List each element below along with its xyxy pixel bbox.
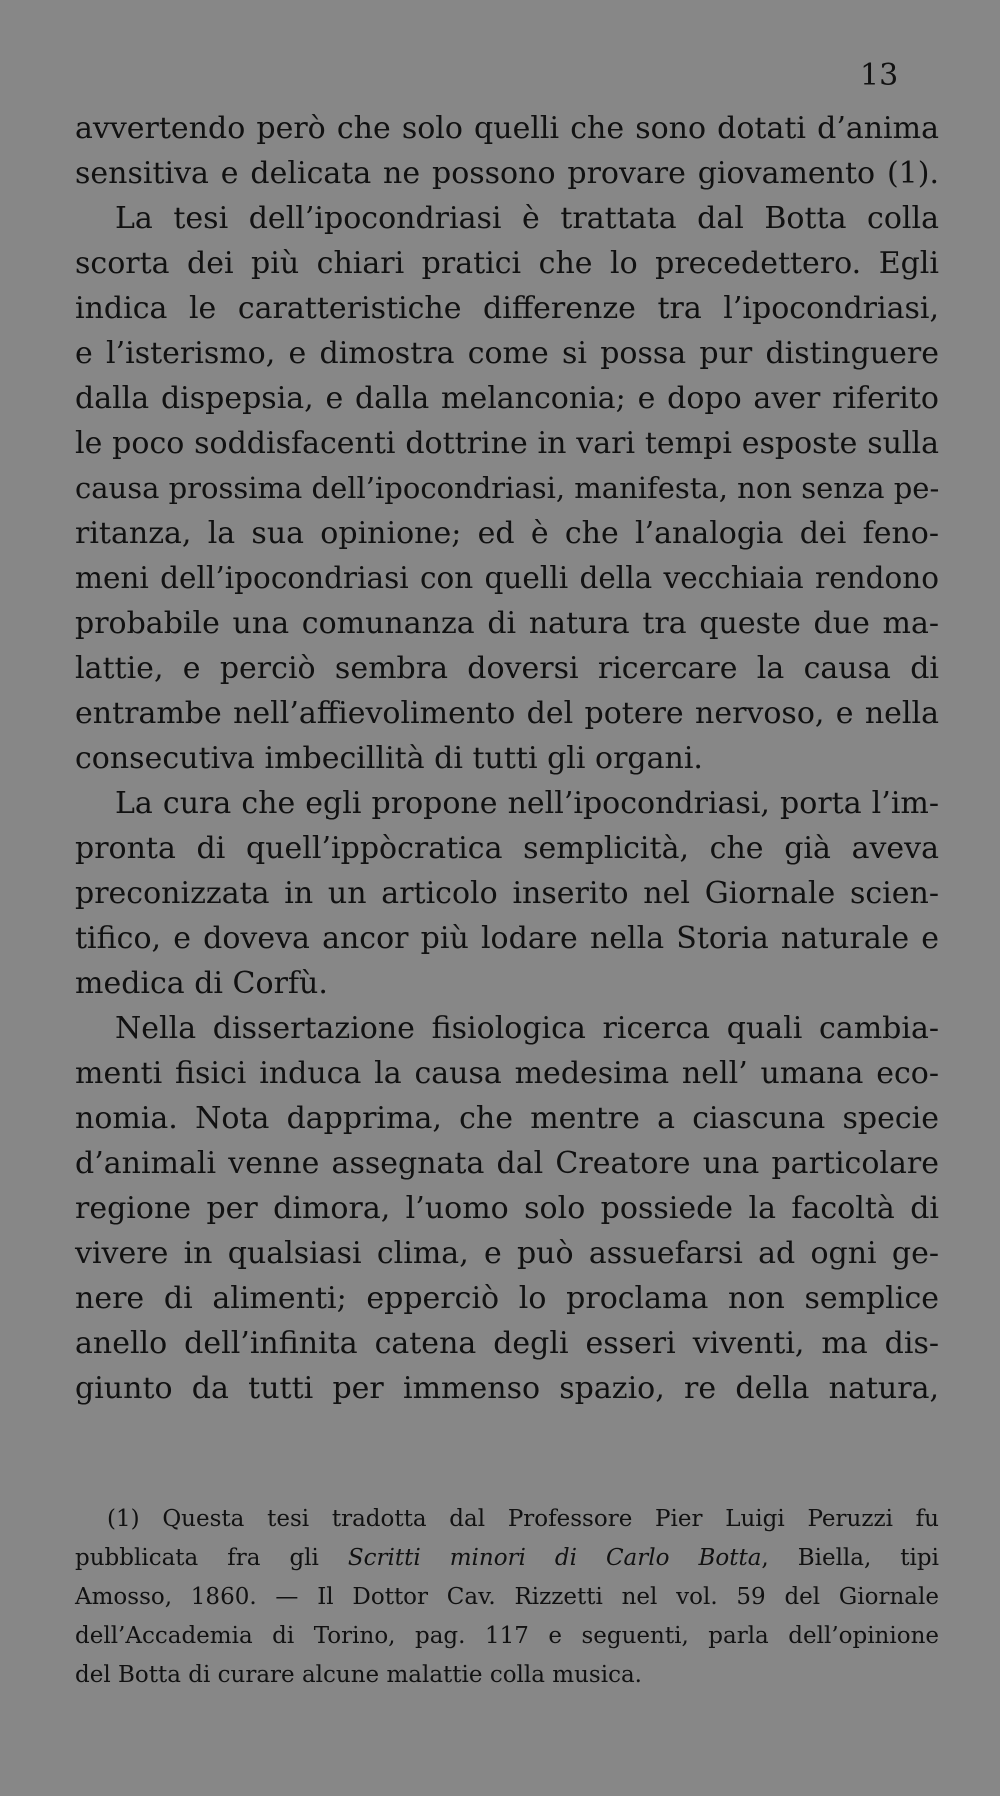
body-line: nere di alimenti; epperciò lo proclama non semplice [75,1281,939,1316]
footnote-book-title: Scritti minori di Carlo Botta [347,1545,762,1571]
footnote-line: dell’Accademia di Torino, pag. 117 e seguenti, parla dell’opinione [75,1623,939,1649]
body-line: La cura che egli propone nell’ipocondriasi, porta l’im- [115,786,939,821]
footnote-line: Amosso, 1860. — Il Dottor Cav. Rizzetti nel vol. 59 del Giornale [75,1584,939,1610]
footnote [75,1500,939,1695]
body-line: scorta dei più chiari pratici che lo precedettero. Egli [75,246,939,281]
page-number: 13 [860,58,899,93]
body-line: medica di Corfù. [75,966,328,1001]
body-line: probabile una comunanza di natura tra queste due ma- [75,606,939,641]
body-line: menti fisici induca la causa medesima nell’ umana eco- [75,1056,939,1091]
body-line: anello dell’infinita catena degli esseri viventi, ma dis- [75,1326,939,1361]
body-line: e l’isterismo, e dimostra come si possa pur distinguere [75,336,939,371]
footnote-line: del Botta di curare alcune malattie colla musica. [75,1662,642,1688]
body-line: Nella dissertazione fisiologica ricerca quali cambia- [115,1011,939,1046]
footnote-line: (1) Questa tesi tradotta dal Professore Pier Luigi Peruzzi fu [107,1506,939,1532]
body-line: pronta di quell’ippòcratica semplicità, che già aveva [75,831,939,866]
body-line: tifico, e doveva ancor più lodare nella Storia naturale e [75,921,939,956]
body-line: consecutiva imbecillità di tutti gli organi. [75,741,703,776]
body-line: le poco soddisfacenti dottrine in vari tempi esposte sulla [75,426,939,461]
body-line: sensitiva e delicata ne possono provare giovamento (1). [75,156,939,191]
body-line: d’animali venne assegnata dal Creatore una particolare [75,1146,939,1181]
body-line: entrambe nell’affievolimento del potere nervoso, e nella [75,696,939,731]
footnote-text: pubblicata fra gli [75,1545,348,1571]
body-line: avvertendo però che solo quelli che sono dotati d’anima [75,111,939,146]
body-line: vivere in qualsiasi clima, e può assuefarsi ad ogni ge- [75,1236,939,1271]
body-line: preconizzata in un articolo inserito nel Giornale scien- [75,876,939,911]
body-line: dalla dispepsia, e dalla melanconia; e dopo aver riferito [75,381,939,416]
body-line: giunto da tutti per immenso spazio, re della natura, [75,1371,939,1406]
body-line: indica le caratteristiche differenze tra l’ipocondriasi, [75,291,939,326]
body-line: La tesi dell’ipocondriasi è trattata dal Botta colla [115,201,939,236]
footnote-line [75,1539,939,1578]
body-line: lattie, e perciò sembra doversi ricercare la causa di [75,651,939,686]
body-line: meni dell’ipocondriasi con quelli della vecchiaia rendono [75,561,939,595]
footnote-text: , Biella, tipi [761,1545,939,1571]
body-line: nomia. Nota dapprima, che mentre a ciascuna specie [75,1101,939,1136]
body-line: ritanza, la sua opinione; ed è che l’analogia dei feno- [75,516,939,551]
body-line: regione per dimora, l’uomo solo possiede la facoltà di [75,1191,939,1226]
body-text [75,106,939,1411]
body-line: causa prossima dell’ipocondriasi, manifesta, non senza pe- [75,471,940,505]
